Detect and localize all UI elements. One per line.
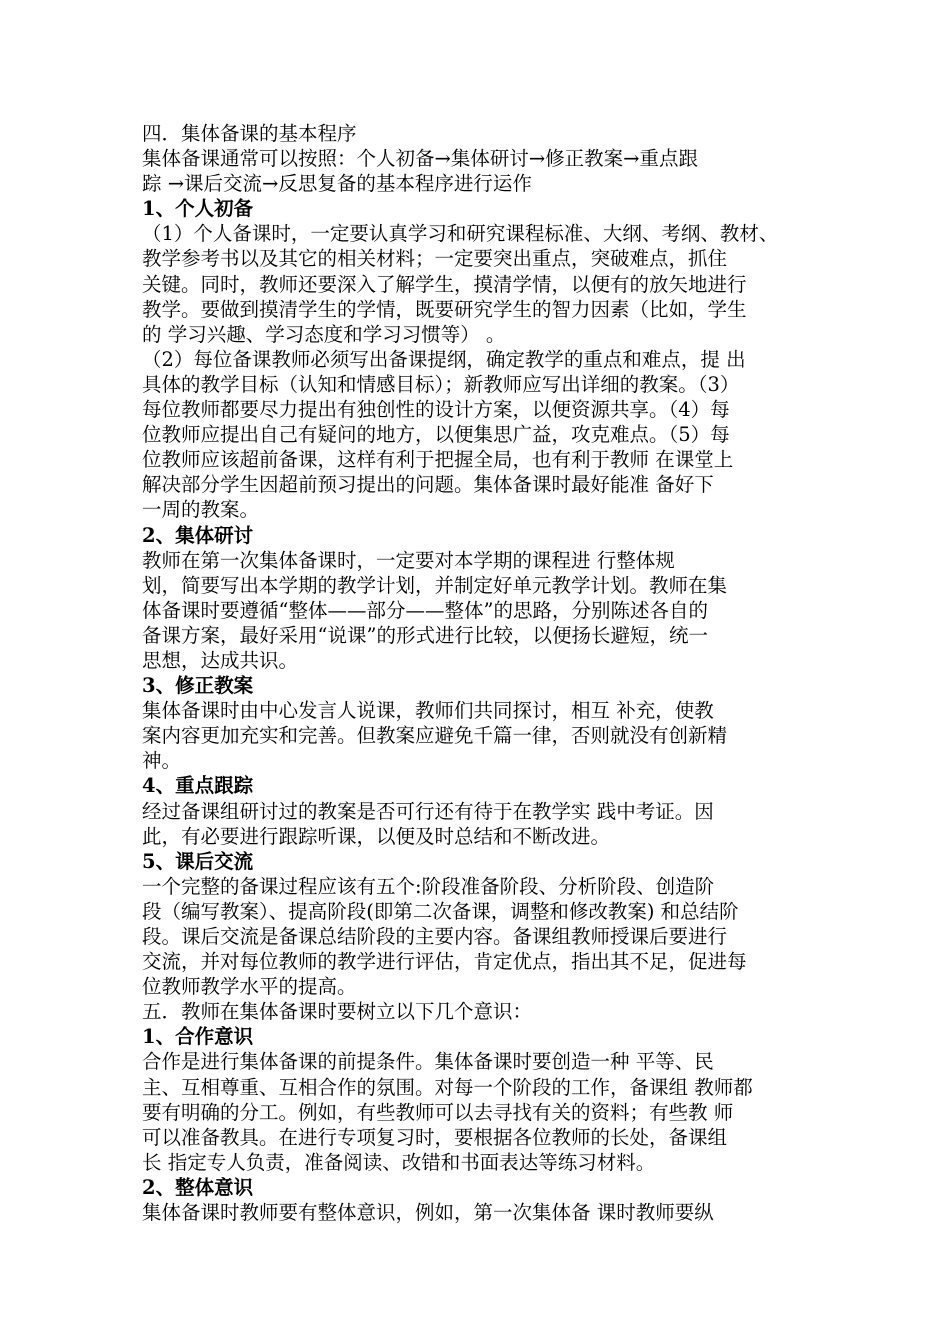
- text-line: 段（编写教案）、提高阶段(即第二次备课，调整和修改教案) 和总结阶: [142, 899, 739, 923]
- text-line: 交流，并对每位教师的教学进行评估，肯定优点，指出其不足，促进每: [142, 950, 747, 974]
- text-line: 划，简要写出本学期的教学计划，并制定好单元教学计划。教师在集: [142, 573, 728, 597]
- text-line: 解决部分学生因超前预习提出的问题。集体备课时最好能准 备好下: [142, 473, 714, 497]
- document-page: [142, 121, 822, 1225]
- text-line: 体备课时要遵循“整体——部分——整体”的思路，分别陈述各自的: [142, 598, 708, 622]
- text-line: 此，有必要进行跟踪听课，以便及时总结和不断改进。: [142, 824, 611, 848]
- text-line: 主、互相尊重、互相合作的氛围。对每一个阶段的工作，备课组 教师都: [142, 1075, 753, 1099]
- section-heading: 1、个人初备: [142, 197, 254, 221]
- text-line: 经过备课组研讨过的教案是否可行还有待于在教学实 践中考证。因: [142, 799, 714, 823]
- text-line: 关键。同时，教师还要深入了解学生，摸清学情，以便有的放矢地进行: [142, 272, 747, 296]
- section-heading: 5、课后交流: [142, 849, 254, 873]
- text-line: （2）每位备课教师必须写出备课提纲，确定教学的重点和难点，提 出: [142, 347, 746, 371]
- section-heading: 3、修正教案: [142, 674, 254, 698]
- text-line: 段。课后交流是备课总结阶段的主要内容。备课组教师授课后要进行: [142, 925, 728, 948]
- text-line: 要有明确的分工。例如，有些教师可以去寻找有关的资料；有些教 师: [142, 1100, 734, 1124]
- text-line: 备课方案，最好采用“说课”的形式进行比较，以便扬长避短，统一: [142, 623, 708, 647]
- text-line: 神。: [142, 749, 182, 773]
- text-line: （1）个人备课时，一定要认真学习和研究课程标准、大纲、考纲、教材、: [142, 222, 779, 246]
- text-line: 长 指定专人负责，准备阅读、改错和书面表达等练习材料。: [142, 1150, 656, 1174]
- text-line: 集体备课通常可以按照：个人初备→集体研讨→修正教案→重点跟: [142, 147, 699, 171]
- text-line: 教学。要做到摸清学生的学情，既要研究学生的智力因素（比如，学生: [142, 297, 747, 321]
- text-line: 案内容更加充实和完善。但教案应避免千篇一律，否则就没有创新精: [142, 724, 728, 748]
- text-line: 可以准备教具。在进行专项复习时，要根据各位教师的长处，备课组: [142, 1125, 728, 1149]
- text-line: 思想，达成共识。: [142, 648, 299, 672]
- text-line: 具体的教学目标（认知和情感目标）；新教师应写出详细的教案。（3）: [142, 372, 740, 396]
- text-line: 集体备课时教师要有整体意识，例如，第一次集体备 课时教师要纵: [142, 1201, 714, 1225]
- text-line: 集体备课时由中心发言人说课，教师们共同探讨，相互 补充，使教: [142, 699, 714, 723]
- text-line: 一周的教案。: [142, 498, 260, 522]
- text-line: 的 学习兴趣、学习态度和学习习惯等） 。: [142, 322, 506, 346]
- text-line: 四．集体备课的基本程序: [142, 122, 357, 145]
- text-line: 五．教师在集体备课时要树立以下几个意识：: [142, 1000, 533, 1024]
- section-heading: 2、集体研讨: [142, 523, 254, 547]
- text-line: 一个完整的备课过程应该有五个:阶段准备阶段、分析阶段、创造阶: [142, 874, 715, 898]
- text-line: 位教师应提出自己有疑问的地方，以便集思广益，攻克难点。（5）每: [142, 423, 730, 447]
- text-line: 每位教师都要尽力提出有独创性的设计方案，以便资源共享。（4）每: [142, 398, 730, 422]
- document-body: [142, 121, 822, 1225]
- text-line: 教师在第一次集体备课时，一定要对本学期的课程进 行整体规: [142, 548, 675, 572]
- text-line: 位教师教学水平的提高。: [142, 975, 357, 999]
- text-line: 合作是进行集体备课的前提条件。集体备课时要创造一种 平等、民: [142, 1050, 714, 1074]
- section-heading: 4、重点跟踪: [142, 774, 254, 798]
- text-line: 教学参考书以及其它的相关材料；一定要突出重点，突破难点，抓住: [142, 247, 728, 271]
- section-heading: 1、合作意识: [142, 1025, 254, 1049]
- text-line: 踪 →课后交流→反思复备的基本程序进行运作: [142, 172, 532, 196]
- text-line: 位教师应该超前备课，这样有利于把握全局，也有利于教师 在课堂上: [142, 448, 734, 472]
- section-heading: 2、整体意识: [142, 1175, 254, 1199]
